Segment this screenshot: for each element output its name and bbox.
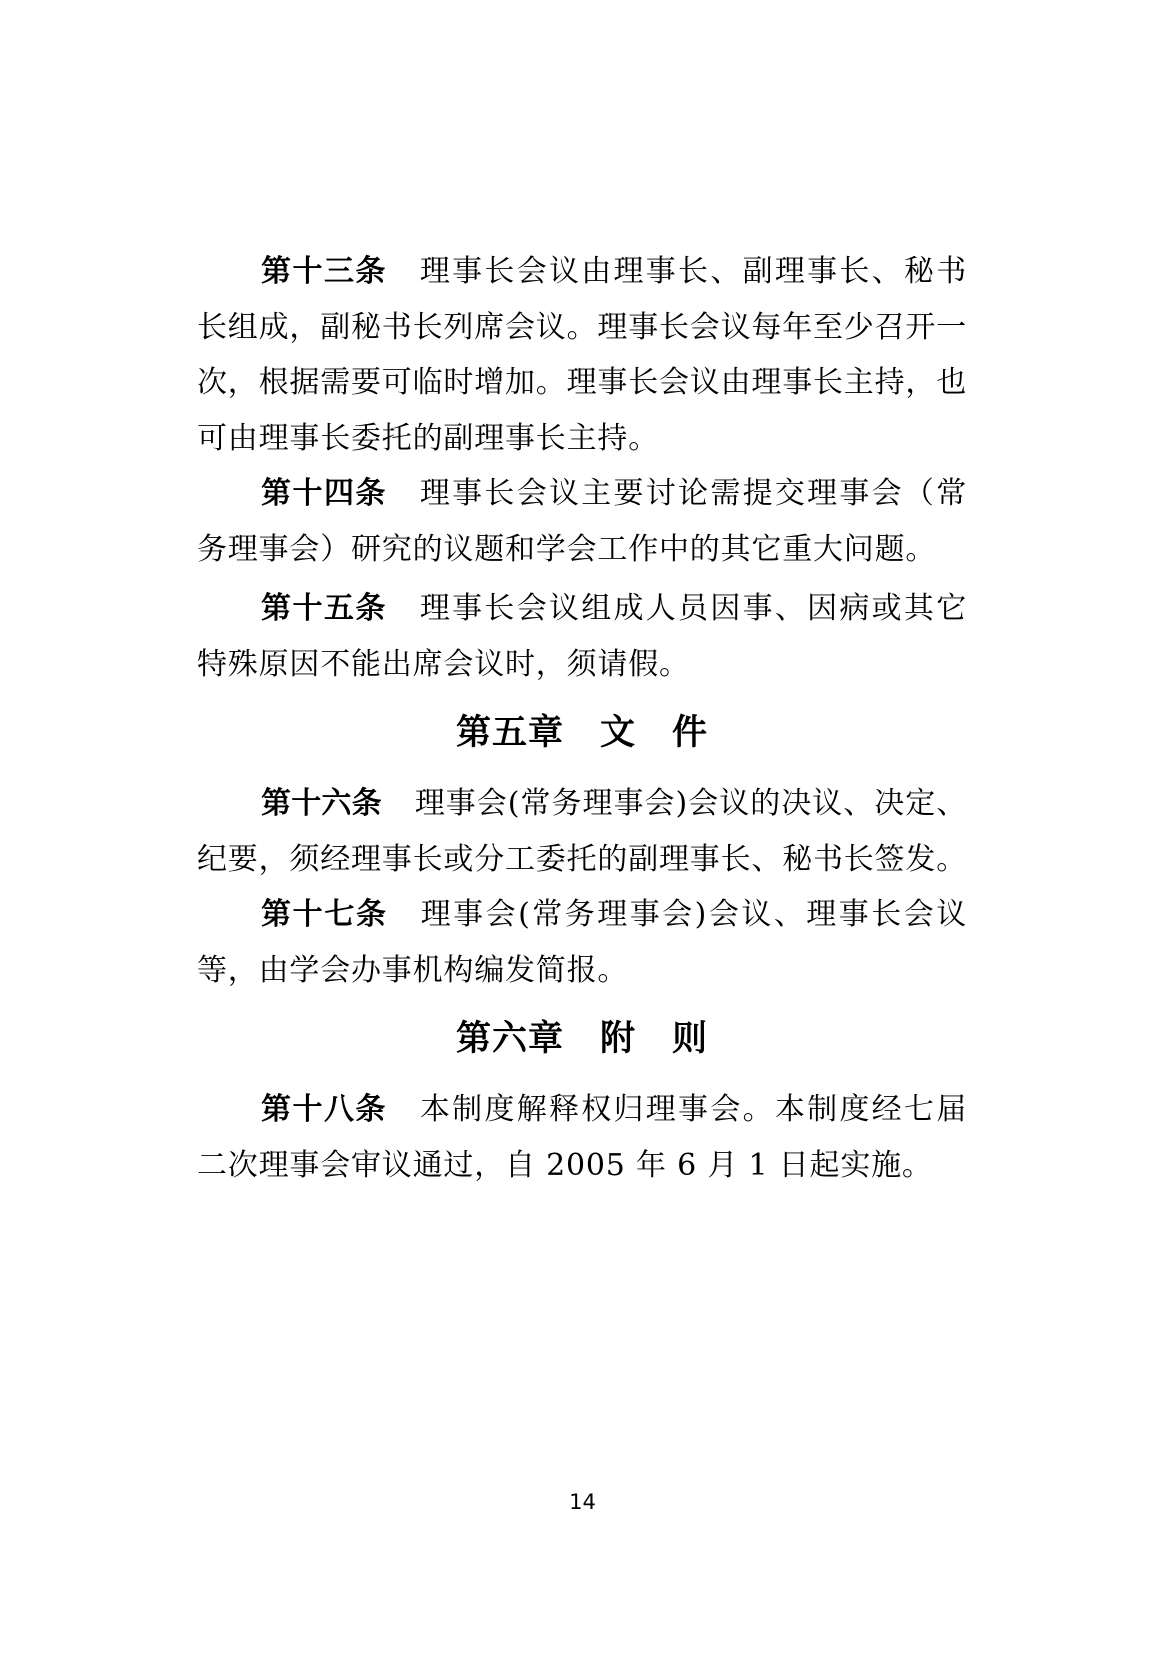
article-label: 第十四条 bbox=[261, 476, 387, 511]
article-text: 理事会(常务理事会)会议、理事长会议等，由学会办事机构编发简报。 bbox=[197, 897, 967, 988]
article-label: 第十五条 bbox=[261, 591, 387, 626]
chapter-heading: 第六章 附 则 bbox=[455, 1019, 708, 1059]
article-14 bbox=[197, 466, 967, 577]
article-label: 第十三条 bbox=[261, 254, 387, 289]
document-body bbox=[197, 244, 967, 1193]
article-13 bbox=[197, 244, 967, 466]
article-text: 理事会(常务理事会)会议的决议、决定、纪要，须经理事长或分工委托的副理事长、秘书长签发。 bbox=[197, 786, 968, 877]
article-text: 理事长会议主要讨论需提交理事会（常务理事会）研究的议题和学会工作中的其它重大问题。 bbox=[197, 476, 968, 567]
article-18 bbox=[197, 1082, 967, 1193]
article-label: 第十八条 bbox=[261, 1092, 387, 1127]
article-15 bbox=[197, 581, 967, 692]
article-text: 本制度解释权归理事会。本制度经七届二次理事会审议通过，自 2005 年 6 月 1 日起实施。 bbox=[197, 1092, 968, 1183]
article-16 bbox=[197, 776, 967, 887]
chapter-heading: 第五章 文 件 bbox=[455, 713, 708, 753]
page-number: 14 bbox=[569, 1490, 596, 1514]
article-text: 理事长会议组成人员因事、因病或其它特殊原因不能出席会议时，须请假。 bbox=[197, 591, 968, 682]
article-label: 第十七条 bbox=[261, 897, 388, 932]
article-17 bbox=[197, 887, 967, 998]
article-label: 第十六条 bbox=[261, 786, 382, 821]
article-text: 理事长会议由理事长、副理事长、秘书长组成，副秘书长列席会议。理事长会议每年至少召开一次，根据需要可临时增加。理事长会议由理事长主持，也可由理事长委托的副理事长主持。 bbox=[197, 254, 968, 456]
